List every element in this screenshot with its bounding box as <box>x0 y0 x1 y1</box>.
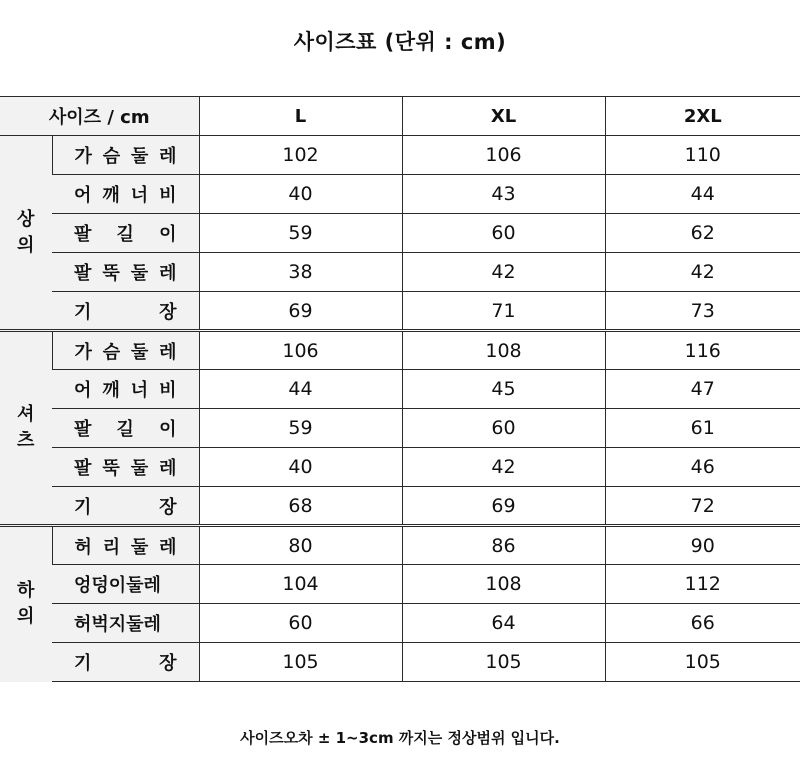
table-row <box>0 175 800 214</box>
value-cell-2xl: 110 <box>605 136 800 175</box>
header-row <box>0 97 800 136</box>
measurement-label: 어 깨 너 비 <box>52 370 199 409</box>
value-cell-xl: 42 <box>402 253 605 292</box>
table-row <box>0 526 800 565</box>
measurement-label: 가 슴 둘 레 <box>52 136 199 175</box>
value-cell-xl: 105 <box>402 643 605 682</box>
value-cell-xl: 106 <box>402 136 605 175</box>
table-row <box>0 292 800 331</box>
value-cell-xl: 42 <box>402 448 605 487</box>
measurement-label: 가 슴 둘 레 <box>52 331 199 370</box>
value-cell-l: 59 <box>199 214 402 253</box>
value-cell-2xl: 105 <box>605 643 800 682</box>
table-row <box>0 604 800 643</box>
value-cell-xl: 43 <box>402 175 605 214</box>
value-cell-l: 105 <box>199 643 402 682</box>
size-table-body <box>0 97 800 682</box>
value-cell-xl: 69 <box>402 487 605 526</box>
value-cell-2xl: 73 <box>605 292 800 331</box>
value-cell-l: 60 <box>199 604 402 643</box>
size-table <box>0 96 800 682</box>
footer-note: 사이즈오차 ± 1~3cm 까지는 정상범위 입니다. <box>240 729 560 747</box>
table-row <box>0 409 800 448</box>
measurement-label: 기 장 <box>52 487 199 526</box>
value-cell-l: 59 <box>199 409 402 448</box>
table-row <box>0 370 800 409</box>
group-label: 상 의 <box>0 136 52 331</box>
value-cell-2xl: 62 <box>605 214 800 253</box>
size-header-l: L <box>199 97 402 136</box>
measurement-label: 팔 뚝 둘 레 <box>52 253 199 292</box>
measurement-label: 어 깨 너 비 <box>52 175 199 214</box>
value-cell-xl: 108 <box>402 331 605 370</box>
group-label: 셔 츠 <box>0 331 52 526</box>
value-cell-l: 40 <box>199 175 402 214</box>
value-cell-2xl: 90 <box>605 526 800 565</box>
value-cell-xl: 71 <box>402 292 605 331</box>
value-cell-2xl: 47 <box>605 370 800 409</box>
table-row <box>0 214 800 253</box>
size-header-xl: XL <box>402 97 605 136</box>
value-cell-2xl: 46 <box>605 448 800 487</box>
size-header-2xl: 2XL <box>605 97 800 136</box>
table-row <box>0 331 800 370</box>
measurement-label: 팔 길 이 <box>52 214 199 253</box>
value-cell-2xl: 116 <box>605 331 800 370</box>
value-cell-2xl: 61 <box>605 409 800 448</box>
page-title: 사이즈표 (단위 : cm) <box>293 30 507 54</box>
value-cell-2xl: 66 <box>605 604 800 643</box>
value-cell-l: 68 <box>199 487 402 526</box>
table-row <box>0 487 800 526</box>
group-label: 하 의 <box>0 526 52 682</box>
value-cell-2xl: 42 <box>605 253 800 292</box>
value-cell-xl: 64 <box>402 604 605 643</box>
value-cell-l: 106 <box>199 331 402 370</box>
value-cell-xl: 108 <box>402 565 605 604</box>
value-cell-l: 44 <box>199 370 402 409</box>
value-cell-l: 40 <box>199 448 402 487</box>
value-cell-l: 102 <box>199 136 402 175</box>
measurement-label: 팔 길 이 <box>52 409 199 448</box>
value-cell-2xl: 72 <box>605 487 800 526</box>
value-cell-l: 38 <box>199 253 402 292</box>
table-row <box>0 448 800 487</box>
value-cell-l: 80 <box>199 526 402 565</box>
measurement-label: 기 장 <box>52 292 199 331</box>
value-cell-xl: 86 <box>402 526 605 565</box>
value-cell-xl: 60 <box>402 409 605 448</box>
value-cell-l: 69 <box>199 292 402 331</box>
measurement-label: 팔 뚝 둘 레 <box>52 448 199 487</box>
measurement-label: 엉덩이둘레 <box>52 565 199 604</box>
measurement-label: 허벅지둘레 <box>52 604 199 643</box>
measurement-label: 허 리 둘 레 <box>52 526 199 565</box>
corner-header: 사이즈 / cm <box>0 97 199 136</box>
value-cell-xl: 45 <box>402 370 605 409</box>
value-cell-l: 104 <box>199 565 402 604</box>
measurement-label: 기 장 <box>52 643 199 682</box>
table-row <box>0 565 800 604</box>
table-row <box>0 643 800 682</box>
table-row <box>0 253 800 292</box>
value-cell-2xl: 112 <box>605 565 800 604</box>
table-row <box>0 136 800 175</box>
value-cell-xl: 60 <box>402 214 605 253</box>
value-cell-2xl: 44 <box>605 175 800 214</box>
